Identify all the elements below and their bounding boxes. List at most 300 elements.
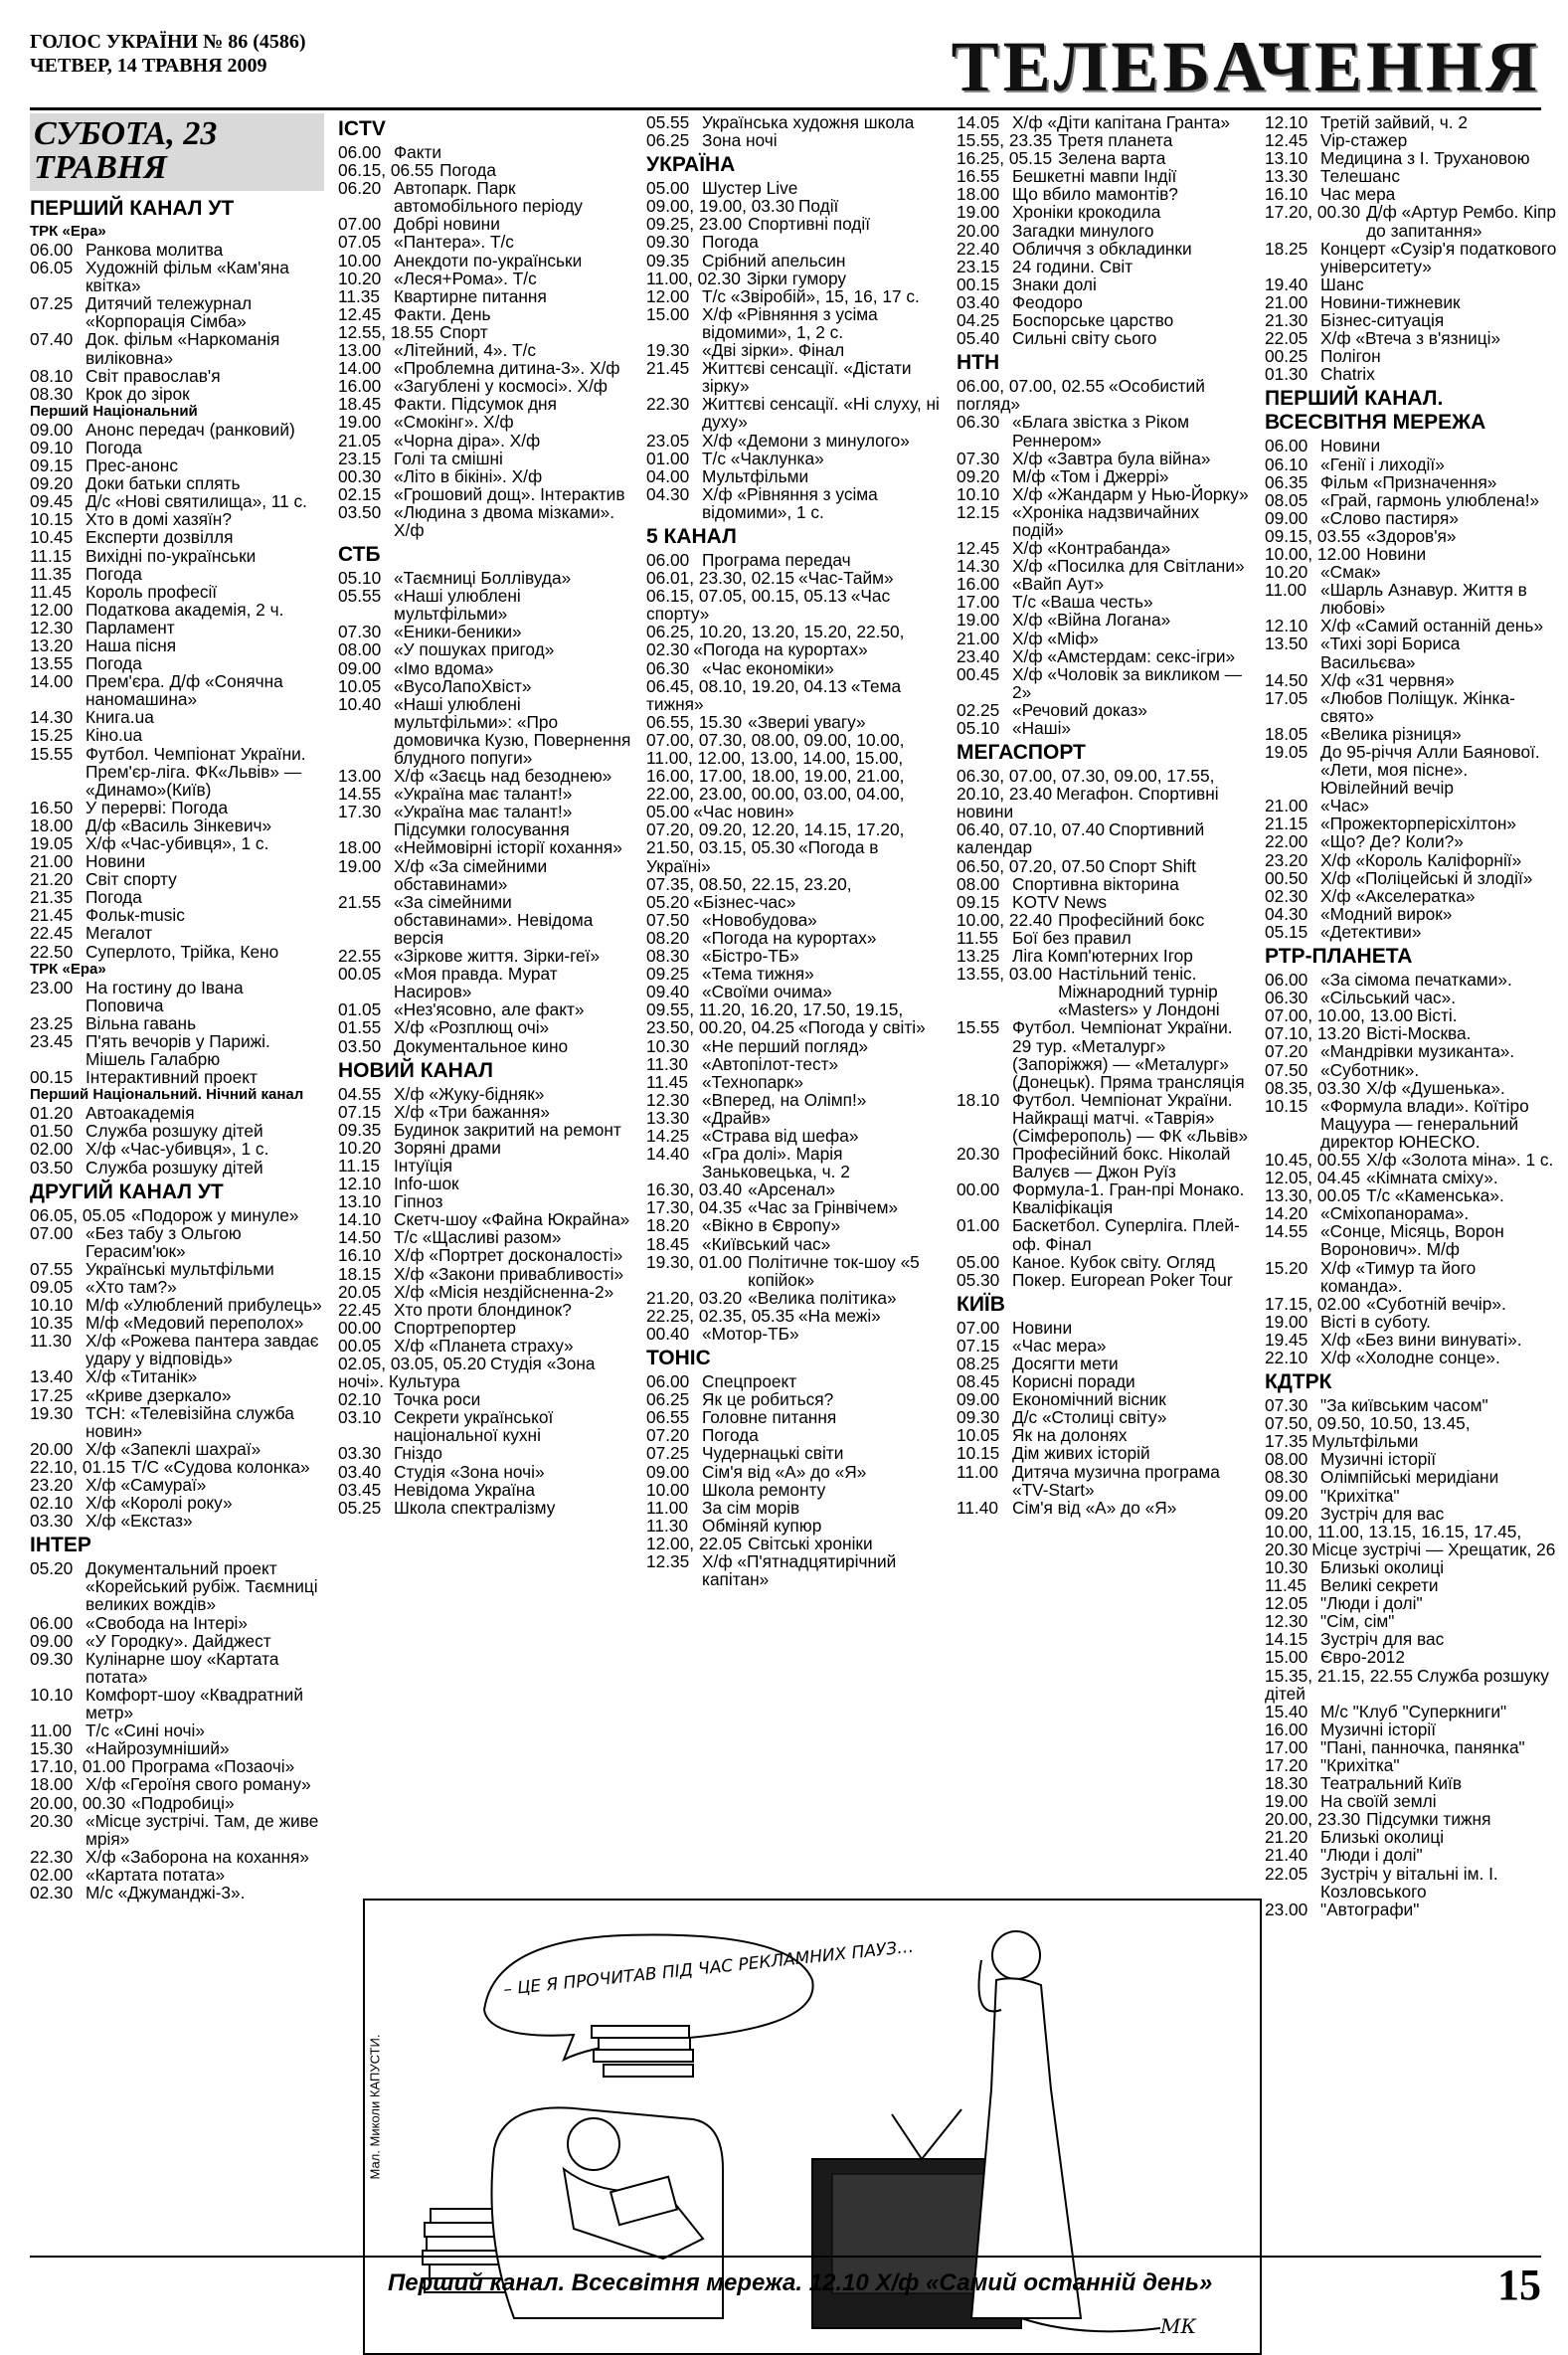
listing-title: «Погода у світі» <box>797 1017 926 1038</box>
listing-time: 06.30, 07.00, 07.30, 09.00, 17.55, 20.10, 23.40 <box>957 766 1215 805</box>
listing-time: 13.00 <box>338 766 382 787</box>
listing-title: Х/ф «Заєць над безоднею» <box>394 766 612 787</box>
listing-entry <box>957 1216 1251 1252</box>
listing-time: 03.40 <box>957 291 1000 312</box>
listing-title: Х/ф «Екстаз» <box>86 1511 193 1532</box>
listing-time: 07.00, 10.00, 13.00 <box>1265 1005 1413 1026</box>
listing-title: Новини-тижневик <box>1320 291 1461 312</box>
listing-title: «Час спорту» <box>646 586 891 625</box>
listing-entry <box>338 893 632 947</box>
listing-time: 08.30 <box>1265 1467 1308 1488</box>
listing-entry <box>1265 1349 1559 1366</box>
listing-title: Футбол. Чемпіонат України. Прем'єр-ліга. ФК«Львів» — «Динамо»(Київ) <box>86 743 306 800</box>
listing-title: «Речовий доказ» <box>1012 699 1147 720</box>
listing-title: Досягти мети <box>1012 1354 1119 1373</box>
listing-title: Фольк-music <box>86 905 185 926</box>
listing-time: 02.30 <box>30 1882 74 1902</box>
listing-entry <box>646 1235 941 1253</box>
listing-title: "Пані, панночка, панянка" <box>1320 1736 1525 1757</box>
listing-title: У перерві: Погода <box>86 797 229 817</box>
listing-time: 12.35 <box>646 1551 690 1572</box>
listing-title: Інтуїція <box>394 1155 452 1176</box>
listing-title: Т/с «Щасливі разом» <box>394 1227 562 1248</box>
listing-time: 12.00, 22.05 <box>646 1533 743 1553</box>
listing-time: 13.10 <box>1265 148 1308 169</box>
listing-title: Погода <box>439 160 496 181</box>
listing-time: 07.35, 08.50, 22.15, 23.20, 05.20 <box>646 873 852 912</box>
listing-entry <box>957 1145 1251 1180</box>
listing-time: 19.30 <box>30 1402 74 1423</box>
listing-entry <box>957 1337 1251 1355</box>
listing-title: Що вбило мамонтів? <box>1012 184 1178 205</box>
channel-subheading: Перший Національний <box>30 402 198 420</box>
listing-title: Наша пісня <box>86 634 177 655</box>
listing-entry <box>338 659 632 677</box>
listing-time: 06.25, 10.20, 13.20, 15.20, 22.50, 02.30 <box>646 622 905 660</box>
listing-entry <box>646 1325 941 1343</box>
listing-entry <box>957 575 1251 593</box>
listing-time: 15.55 <box>30 743 74 764</box>
listing-time: 09.00, 19.00, 03.30 <box>646 196 794 217</box>
listing-entry <box>1265 1721 1559 1738</box>
listing-time: 12.45 <box>338 303 382 324</box>
listing-title: «Свобода на Інтері» <box>86 1612 249 1633</box>
listing-title: Бізнес-ситуація <box>1320 310 1445 331</box>
listing-entry <box>646 820 941 874</box>
listing-title: Податкова академія, 2 ч. <box>86 599 284 620</box>
listing-time: 23.00 <box>30 977 74 997</box>
channel-subheading: Перший Національний. Нічний канал <box>30 1086 304 1104</box>
listing-entry <box>1265 1523 1559 1558</box>
listing-title: Срібний апельсин <box>702 250 846 271</box>
listing-title: Служба розшуку дітей <box>86 1121 263 1142</box>
listing-entry <box>338 803 632 838</box>
listing-entry <box>338 1246 632 1264</box>
listing-time: 06.20 <box>338 178 382 199</box>
listing-title: На гостину до Івана Поповича <box>86 977 244 1015</box>
listing-entry <box>1265 671 1559 689</box>
listing-entry <box>1265 1792 1559 1810</box>
channel-heading: СТБ <box>338 543 381 567</box>
listing-entry <box>957 258 1251 275</box>
listing-time: 07.25 <box>30 293 74 314</box>
listing-title: Музичні історії <box>1320 1449 1437 1470</box>
listing-entry <box>338 1319 632 1337</box>
listing-time: 18.30 <box>1265 1773 1308 1794</box>
listing-entry <box>646 1444 941 1462</box>
listing-time: 01.55 <box>338 1017 382 1038</box>
listing-time: 23.15 <box>957 256 1000 276</box>
listing-entry <box>1265 1648 1559 1666</box>
listing-entry <box>1265 1450 1559 1468</box>
listing-title: Спецпроект <box>702 1371 797 1392</box>
listing-title: «Неймовірні історії кохання» <box>394 837 622 858</box>
listing-time: 09.00 <box>1265 507 1308 528</box>
listing-title: «Смак» <box>1320 562 1381 583</box>
listing-entry <box>957 222 1251 240</box>
listing-time: 08.25 <box>957 1354 1000 1373</box>
listing-time: 20.30 <box>30 1810 74 1831</box>
listing-title: Новини <box>1366 543 1427 564</box>
listing-entry <box>1265 1097 1559 1151</box>
listing-title: Х/ф «31 червня» <box>1320 669 1455 690</box>
listing-title: Книга.ua <box>86 707 154 728</box>
listing-time: 05.30 <box>957 1269 1000 1290</box>
listing-entry <box>338 677 632 695</box>
channel-heading: РТР-ПЛАНЕТА <box>1265 945 1413 969</box>
listing-time: 16.30, 03.40 <box>646 1179 743 1200</box>
listing-title: Х/ф «Війна Логана» <box>1012 610 1171 631</box>
listing-time: 11.35 <box>30 563 72 584</box>
listing-title: Професійний бокс. Ніколай Валуєв — Джон Руїз <box>1012 1144 1231 1182</box>
listing-entry <box>1265 989 1559 1006</box>
listing-time: 09.20 <box>957 465 1000 486</box>
listing-entry <box>957 820 1251 856</box>
listing-entry <box>1265 1313 1559 1331</box>
listing-entry <box>338 323 632 341</box>
listing-entry <box>30 1104 324 1122</box>
listing-title: Ліга Комп'ютерних Ігор <box>1012 946 1193 967</box>
listing-title: «Грай, гармонь улюблена!» <box>1320 489 1540 510</box>
listing-time: 06.00 <box>30 1612 74 1633</box>
listing-entry <box>646 1289 941 1307</box>
listing-title: Х/ф «Три бажання» <box>394 1101 550 1122</box>
listing-title: «Автопілот-тест» <box>702 1053 839 1074</box>
column-2 <box>338 113 632 1517</box>
listing-entry <box>338 965 632 1000</box>
listing-time: 13.25 <box>957 946 1000 967</box>
listing-title: Chatrix <box>1320 364 1375 385</box>
listing-entry <box>1265 1061 1559 1079</box>
listing-title: Факти. День <box>394 303 491 324</box>
listing-entry <box>957 275 1251 293</box>
listing-time: 06.55 <box>646 1407 690 1428</box>
listing-title: Х/ф «Запеклі шахраї» <box>86 1438 261 1459</box>
listing-entry <box>30 241 324 259</box>
listing-time: 06.40, 07.10, 07.40 <box>957 819 1105 840</box>
listing-time: 14.20 <box>1265 1203 1308 1224</box>
channel-heading: МЕГАСПОРТ <box>957 741 1086 765</box>
listing-entry <box>338 1301 632 1319</box>
listing-entry <box>957 485 1251 503</box>
listing-time: 11.30 <box>646 1515 688 1536</box>
listing-title: Король професії <box>86 581 218 602</box>
listing-time: 11.30 <box>646 1053 688 1074</box>
listing-time: 06.00 <box>30 240 74 260</box>
listing-time: 01.50 <box>30 1121 74 1142</box>
listing-entry <box>1265 473 1559 491</box>
listing-title: «Нез'ясовно, але факт» <box>394 999 585 1020</box>
listing-entry <box>30 1650 324 1686</box>
listing-entry <box>957 539 1251 557</box>
listing-time: 14.00 <box>30 671 74 692</box>
listing-time: 19.05 <box>30 833 74 853</box>
listing-time: 10.00, 22.40 <box>957 909 1053 930</box>
channel-heading: УКРАЇНА <box>646 153 736 177</box>
listing-time: 07.50, 09.50, 10.50, 13.45, 17.35 <box>1265 1413 1471 1452</box>
listing-time: 09.00 <box>338 657 382 678</box>
listing-entry <box>1265 1846 1559 1864</box>
listing-time: 14.10 <box>338 1209 382 1230</box>
listing-title: «Еники-беники» <box>394 622 522 642</box>
listing-title: «Драйв» <box>702 1107 771 1128</box>
listing-entry <box>30 799 324 816</box>
listing-time: 02.30 <box>1265 885 1308 906</box>
listing-time: 11.00, 02.30 <box>646 268 741 288</box>
listing-entry <box>1265 509 1559 527</box>
listing-entry <box>30 1278 324 1296</box>
listing-time: 06.05, 05.05 <box>30 1204 126 1225</box>
channel-heading: ІНТЕР <box>30 1534 91 1557</box>
listing-title: Зустріч у вітальні ім. І. Козловського <box>1320 1863 1498 1902</box>
listing-title: Зоряні драми <box>394 1137 501 1158</box>
listing-title: Бої без правил <box>1012 927 1132 948</box>
listing-title: Спортрепортер <box>394 1317 516 1338</box>
listing-title: Як це робиться? <box>702 1389 834 1410</box>
listing-title: Погода <box>86 653 142 674</box>
listing-title: Х/ф «Чоловік за викликом — 2» <box>1012 663 1242 702</box>
listing-entry <box>338 1037 632 1055</box>
listing-entry <box>1265 113 1559 131</box>
listing-title: «Час» <box>1320 796 1369 816</box>
page-number: 15 <box>1497 2261 1541 2309</box>
listing-title: Анонс передач (ранковий) <box>86 419 295 440</box>
listing-time: 03.50 <box>30 1157 74 1178</box>
listing-entry <box>646 1216 941 1234</box>
listing-title: «Тема тижня» <box>646 675 902 714</box>
listing-time: 12.30 <box>646 1089 690 1110</box>
listing-time: 13.10 <box>338 1191 382 1212</box>
listing-title: «Літейний, 4». Т/с <box>394 340 537 361</box>
listing-time: 01.05 <box>338 999 382 1020</box>
column-5 <box>1265 113 1559 1918</box>
listing-title: Х/ф «Амстердам: секс-ігри» <box>1012 645 1236 666</box>
listing-entry <box>338 1000 632 1018</box>
listing-time: 23.45 <box>30 1030 74 1051</box>
listing-title: Новини <box>1012 1317 1073 1338</box>
listing-title: Програма передач <box>702 549 851 570</box>
listing-entry <box>338 767 632 785</box>
listing-title: Дім живих історій <box>1012 1443 1150 1464</box>
listing-entry <box>338 1210 632 1228</box>
listing-time: 18.45 <box>646 1233 690 1254</box>
listing-entry <box>646 305 941 341</box>
listing-title: «Арсенал» <box>748 1179 835 1200</box>
listing-title: Інтерактивний проект <box>86 1067 258 1088</box>
listing-title: Спорт <box>439 321 488 342</box>
listing-entry <box>30 259 324 294</box>
listing-entry <box>338 1481 632 1499</box>
listing-entry <box>30 456 324 474</box>
listing-entry <box>1265 1468 1559 1486</box>
listing-title: Х/ф «Самий останній день» <box>1320 616 1544 636</box>
listing-title: «Звериi увагу» <box>748 711 866 732</box>
listing-time: 22.55 <box>338 946 382 967</box>
listing-entry <box>646 467 941 485</box>
listing-entry <box>957 167 1251 185</box>
listing-time: 04.30 <box>646 483 690 504</box>
listing-entry <box>1265 1487 1559 1505</box>
listing-entry <box>30 1614 324 1632</box>
listing-entry <box>338 1085 632 1103</box>
listing-title: «Що? Де? Коли?» <box>1320 831 1464 852</box>
listing-title: М/ф «Улюблений прибулець» <box>86 1295 322 1316</box>
listing-title: Т/с «Сині ночі» <box>86 1721 205 1741</box>
listing-time: 10.05 <box>957 1425 1000 1446</box>
listing-entry <box>1265 617 1559 634</box>
listing-entry <box>30 528 324 546</box>
listing-entry <box>1265 634 1559 670</box>
listing-time: 17.30 <box>338 802 382 822</box>
listing-time: 21.20 <box>1265 1827 1308 1848</box>
listing-entry <box>338 569 632 587</box>
listing-entry <box>957 947 1251 965</box>
listing-time: 12.00 <box>646 285 690 306</box>
listing-title: «Формула влади». Коїтіро Мацуура — генеральний директор ЮНЕСКО. <box>1320 1095 1529 1152</box>
listing-title: Спортивна вікторина <box>1012 873 1179 894</box>
listing-time: 00.05 <box>338 1335 382 1356</box>
listing-time: 21.00 <box>957 628 1000 648</box>
listing-entry <box>1265 1774 1559 1792</box>
listing-title: «Сільський час». <box>1320 988 1456 1008</box>
listing-time: 20.00, 23.30 <box>1265 1809 1361 1830</box>
listing-time: 22.30 <box>646 394 690 415</box>
listing-entry <box>1265 1505 1559 1523</box>
listing-title: П'ять вечорів у Парижі. Мішель Галабрю <box>86 1030 270 1070</box>
listing-time: 12.45 <box>1265 130 1308 151</box>
listing-time: 22.40 <box>957 238 1000 259</box>
listing-time: 03.45 <box>338 1479 382 1500</box>
listing-entry <box>30 367 324 385</box>
listing-title: «Прожекторперісхілтон» <box>1320 814 1517 834</box>
listing-title: Світ православ'я <box>86 365 221 386</box>
listing-time: 19.00 <box>957 202 1000 223</box>
listing-entry <box>646 1517 941 1535</box>
listing-time: 09.15 <box>30 455 74 476</box>
listing-time: 07.00 <box>338 214 382 235</box>
listing-title: Х/ф «Холодне сонце». <box>1320 1348 1500 1367</box>
listing-time: 03.10 <box>338 1407 382 1428</box>
listing-title: Олімпійські меридіани <box>1320 1467 1499 1488</box>
listing-title: «Бістро-ТБ» <box>702 946 799 967</box>
listing-entry <box>957 1253 1251 1271</box>
listing-title: «Картата потата» <box>86 1864 226 1885</box>
listing-time: 09.00 <box>957 1389 1000 1410</box>
listing-time: 18.00 <box>957 184 1000 205</box>
listing-time: 06.05 <box>30 258 74 278</box>
listing-entry <box>30 1739 324 1757</box>
listing-title: Театральний Київ <box>1320 1773 1463 1794</box>
listing-entry <box>1265 689 1559 725</box>
listing-time: 11.00 <box>957 1461 998 1482</box>
listing-time: 06.35 <box>1265 471 1308 492</box>
listing-title: Гіпноз <box>394 1191 443 1212</box>
listing-title: «Зіркове життя. Зірки-геї» <box>394 946 601 967</box>
listing-title: «Мандрівки музиканта». <box>1320 1041 1515 1062</box>
listing-time: 06.00 <box>646 1371 690 1392</box>
listing-entry <box>646 983 941 1000</box>
listing-time: 00.45 <box>957 663 1000 684</box>
listing-title: Телешанс <box>1320 166 1400 187</box>
listing-entry <box>30 1512 324 1530</box>
listing-time: 16.00 <box>1265 1719 1308 1739</box>
listing-entry <box>957 929 1251 947</box>
listing-entry <box>957 185 1251 203</box>
listing-entry <box>646 911 941 929</box>
listing-title: Х/ф «Тимур та його команда». <box>1320 1257 1477 1296</box>
listing-time: 00.15 <box>957 273 1000 294</box>
listing-title: Студія «Зона ночі». Культура <box>338 1354 596 1392</box>
listing-title: «Місце зустрічі. Там, де живе мрія» <box>86 1810 319 1849</box>
listing-entry <box>30 1260 324 1278</box>
listing-time: 14.30 <box>30 707 74 728</box>
listing-time: 10.00 <box>338 250 382 271</box>
listing-time: 10.20 <box>338 268 382 288</box>
listing-entry <box>30 888 324 906</box>
listing-time: 07.30 <box>1265 1395 1308 1416</box>
section-title: ТЕЛЕБАЧЕННЯ <box>951 27 1541 106</box>
listing-title: Життєві сенсації. «Дістати зірку» <box>702 358 912 397</box>
listing-title: «Наші улюблені мультфільми»: «Про домовичка Кузю, Повернення блудного попуги» <box>394 693 631 768</box>
listing-time: 04.55 <box>338 1083 382 1104</box>
listing-title: Політичне ток-шоу «5 копійок» <box>748 1251 920 1290</box>
listing-entry <box>30 1068 324 1086</box>
listing-title: «Своїми очима» <box>702 982 832 1002</box>
listing-entry <box>646 677 941 713</box>
listing-time: 02.10 <box>30 1493 74 1514</box>
listing-title: Х/ф «Самураї» <box>86 1475 207 1495</box>
listing-entry <box>338 1499 632 1517</box>
listing-title: Х/ф «Місія нездійсненна-2» <box>394 1281 614 1302</box>
listing-title: «Слово пастиря» <box>1320 507 1459 528</box>
listing-title: «Найрозумніший» <box>86 1738 230 1759</box>
listing-entry <box>646 1535 941 1552</box>
listing-time: 11.15 <box>30 545 72 566</box>
listing-entry <box>30 906 324 924</box>
listing-title: Д/с «Столиці світу» <box>1012 1407 1167 1428</box>
listing-time: 15.55, 23.35 <box>957 130 1053 151</box>
listing-title: Х/ф «Демони з минулого» <box>702 430 910 451</box>
listing-title: Третя планета <box>1058 130 1173 151</box>
listing-title: Мультфільми <box>702 465 809 486</box>
listing-entry <box>957 1319 1251 1337</box>
listing-entry <box>957 767 1251 820</box>
listing-time: 19.00 <box>338 855 382 876</box>
listing-time: 09.30 <box>30 1648 74 1669</box>
listing-title: Боспорське царство <box>1012 310 1174 331</box>
listing-title: Х/ф «Жандарм у Нью-Йорку» <box>1012 483 1249 504</box>
listing-title: «Час мера» <box>1012 1335 1107 1356</box>
listing-time: 12.30 <box>30 617 74 637</box>
cartoon-speech: – ЦЕ Я ПРОЧИТАВ ПІД ЧАС РЕКЛАМНИХ ПАУЗ… <box>502 1936 915 2000</box>
listing-title: «Новобудова» <box>702 909 817 930</box>
listing-entry <box>646 1180 941 1198</box>
listing-title: «Бізнес-час» <box>693 891 796 912</box>
listing-title: "Крихітка" <box>1320 1754 1400 1775</box>
listing-time: 10.00, 12.00 <box>1265 543 1361 564</box>
listing-title: «Пантера». Т/с <box>394 232 514 253</box>
listing-title: Зірки гумору <box>746 268 847 288</box>
listing-time: 06.00, 07.00, 02.55 <box>957 376 1105 397</box>
listing-entry <box>957 593 1251 611</box>
listing-entry <box>1265 1331 1559 1349</box>
listing-entry <box>957 630 1251 647</box>
listing-entry <box>30 636 324 654</box>
listing-time: 09.10 <box>30 437 74 457</box>
channel-subheading: ТРК «Ера» <box>30 223 106 240</box>
listing-title: «Час за Грінвічем» <box>748 1197 899 1218</box>
listing-entry <box>646 113 941 131</box>
